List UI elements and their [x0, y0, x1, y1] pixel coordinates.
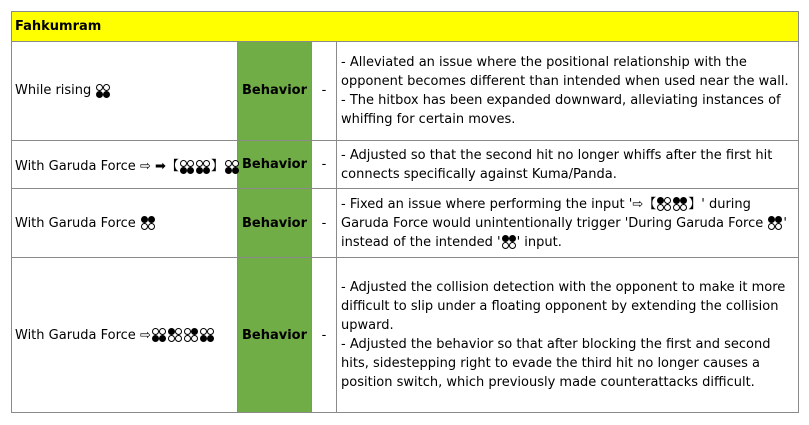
text-segment: ' during Garuda Force would unintentionally trigger 'During Garuda Force	[341, 196, 768, 231]
input-glyph: 】	[210, 159, 224, 175]
move-name	[12, 258, 238, 413]
change-description	[337, 258, 799, 413]
change-line	[341, 53, 794, 91]
input-glyph: ➡	[154, 159, 166, 175]
table-row	[12, 141, 799, 189]
move-name	[12, 189, 238, 258]
move-name	[12, 141, 238, 189]
move-name	[12, 41, 238, 140]
text-segment: ' input.	[516, 234, 562, 250]
button-input-icon	[768, 216, 782, 230]
button-input-icon	[673, 197, 687, 211]
text-segment: - Adjusted the behavior so that after blocking the first and second hits, sidestepping right to evade the third hit no longer causes a position switch, which previously made counterattacks difficult.	[341, 337, 771, 391]
button-input-icon	[225, 160, 239, 174]
table-row	[12, 189, 799, 258]
dash-marker: -	[312, 41, 337, 140]
dash-marker: -	[312, 141, 337, 189]
text-segment: - The hitbox has been expanded downward, alleviating instances of whiffing for certain moves.	[341, 92, 781, 127]
patch-notes-table	[11, 11, 799, 413]
button-input-icon	[502, 235, 516, 249]
button-input-icon	[200, 328, 214, 342]
button-input-icon	[168, 328, 182, 342]
change-line	[341, 91, 794, 129]
text-segment: With Garuda Force	[15, 159, 140, 175]
text-segment: - Fixed an issue where performing the input '	[341, 196, 633, 212]
input-glyph: ⇨	[139, 327, 151, 343]
button-input-icon	[657, 197, 671, 211]
text-segment: - Alleviated an issue where the positional relationship with the opponent becomes different than intended when used near the wall.	[341, 54, 789, 89]
category-label: Behavior	[238, 258, 312, 413]
text-segment: - Adjusted so that the second hit no longer whiffs after the first hit connects specifically against Kuma/Panda.	[341, 147, 773, 182]
table-row	[12, 41, 799, 140]
change-description	[337, 41, 799, 140]
change-description	[337, 189, 799, 258]
button-input-icon	[152, 328, 166, 342]
text-segment: ' instead of the intended '	[341, 215, 787, 250]
text-segment: - Adjusted the collision detection with the opponent to make it more difficult to slip under a floating opponent by extending the collision upward.	[341, 280, 786, 334]
button-input-icon	[141, 216, 155, 230]
input-glyph: 【	[643, 196, 657, 212]
category-label: Behavior	[238, 141, 312, 189]
change-line	[341, 146, 794, 184]
input-glyph: ⇨	[632, 196, 644, 212]
change-description	[337, 141, 799, 189]
input-glyph: 】	[688, 196, 702, 212]
button-input-icon	[196, 160, 210, 174]
button-input-icon	[180, 160, 194, 174]
input-glyph: ⇨	[139, 159, 151, 175]
change-line	[341, 195, 794, 252]
text-segment: With Garuda Force	[15, 327, 140, 343]
button-input-icon	[184, 328, 198, 342]
title-row	[12, 12, 799, 42]
input-glyph: 【	[165, 159, 179, 175]
change-line	[341, 335, 794, 392]
text-segment: While rising	[15, 83, 96, 99]
change-line	[341, 278, 794, 335]
table-row	[12, 258, 799, 413]
character-title: Fahkumram	[12, 12, 799, 42]
dash-marker: -	[312, 189, 337, 258]
category-label: Behavior	[238, 41, 312, 140]
category-label: Behavior	[238, 189, 312, 258]
text-segment: With Garuda Force	[15, 215, 140, 231]
dash-marker: -	[312, 258, 337, 413]
button-input-icon	[96, 84, 110, 98]
